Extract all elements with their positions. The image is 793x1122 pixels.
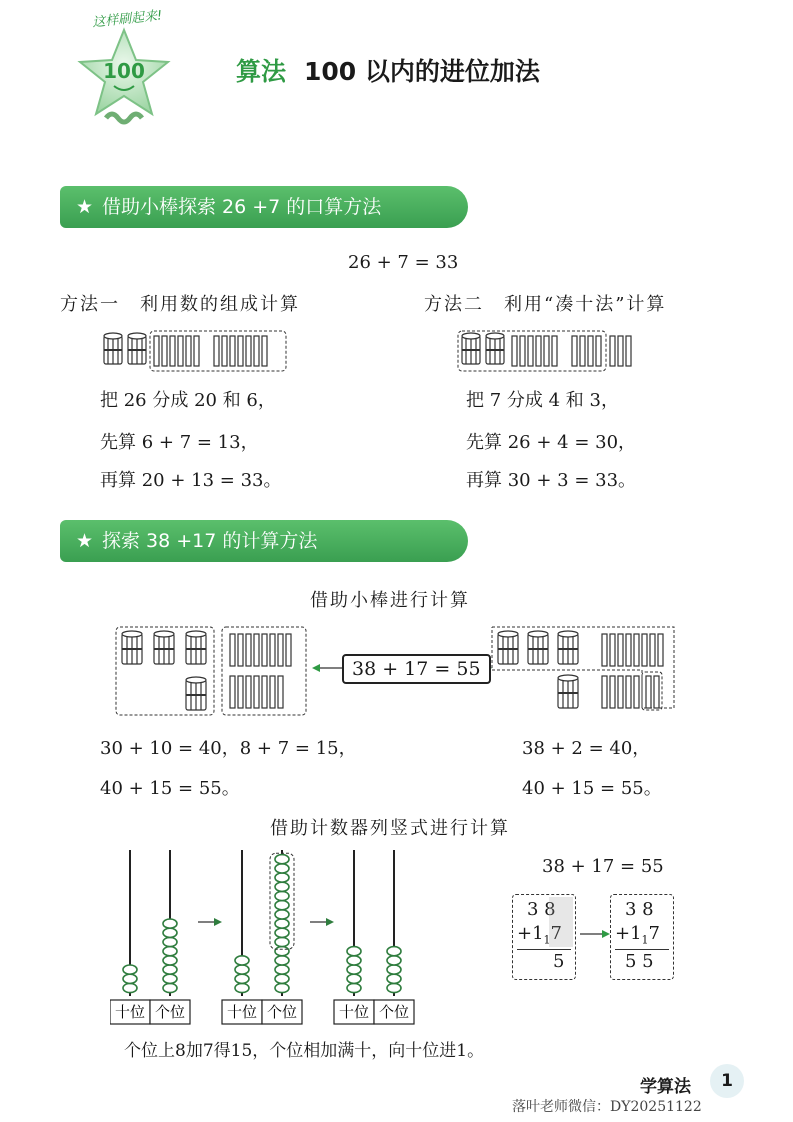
logo-number: 100 xyxy=(103,59,145,83)
page-number: 1 xyxy=(710,1064,744,1098)
abacus-bead xyxy=(163,919,177,928)
page-title xyxy=(236,52,540,88)
left-sticks-illustration xyxy=(114,624,310,720)
method1-line-2: 先算 6 + 7 = 13， xyxy=(100,432,259,453)
banner-text: 探索 38 +17 的计算方法 xyxy=(102,530,318,552)
vertical-right-result: 5 5 xyxy=(625,951,654,972)
abacus-bead xyxy=(123,974,137,983)
abacus-bead xyxy=(235,974,249,983)
method1-title: 方法一 利用数的组成计算 xyxy=(60,294,300,315)
method1-sticks-illustration xyxy=(100,328,290,372)
abacus-bead xyxy=(163,983,177,992)
abacus-bead xyxy=(387,947,401,956)
tens-place-label: 十位 xyxy=(338,1003,370,1021)
ones-place-label: 个位 xyxy=(266,1003,298,1021)
abacus-bead xyxy=(275,919,289,928)
vertical-right-row2: $+1_17$ xyxy=(615,923,660,947)
method1-line-1: 把 26 分成 20 和 6， xyxy=(100,390,276,411)
footer-label: 学算法 xyxy=(640,1077,691,1097)
sticks-heading: 借助小棒进行计算 xyxy=(310,590,470,611)
abacus-bead xyxy=(163,956,177,965)
ones-place-label: 个位 xyxy=(154,1003,186,1021)
center-equation-box: 38 + 17 = 55 xyxy=(342,654,491,684)
vertical-equation: 38 + 17 = 55 xyxy=(542,856,664,877)
abacus-bead xyxy=(347,956,361,965)
abacus-bead xyxy=(347,965,361,974)
abacus-bead xyxy=(347,974,361,983)
banner-text: 借助小棒探索 26 +7 的口算方法 xyxy=(102,196,382,218)
abacus-bead xyxy=(163,965,177,974)
watermark: 落叶老师微信：DY20251122 xyxy=(512,1099,702,1115)
abacus-bead xyxy=(163,928,177,937)
main-equation: 26 + 7 = 33 xyxy=(348,252,459,273)
abacus-bead xyxy=(275,937,289,946)
abacus-bead xyxy=(275,910,289,919)
vertical-calc-right xyxy=(610,894,674,980)
right-sticks-illustration xyxy=(490,624,680,716)
abacus-bead xyxy=(275,928,289,937)
abacus-bead xyxy=(123,983,137,992)
vertical-left-row1: 3 8 xyxy=(527,899,556,920)
abacus-bead xyxy=(275,965,289,974)
abacus-bead xyxy=(387,983,401,992)
abacus-bead xyxy=(275,974,289,983)
abacus-bead xyxy=(275,956,289,965)
left-line-1: 30 + 10 = 40，8 + 7 = 15， xyxy=(100,738,357,759)
method2-sticks-illustration xyxy=(456,328,646,372)
left-line-2: 40 + 15 = 55。 xyxy=(100,778,240,799)
star-icon: ★ xyxy=(76,196,94,218)
abacus-bead xyxy=(387,965,401,974)
method2-line-3: 再算 30 + 3 = 33。 xyxy=(466,470,637,491)
mascot-star-logo xyxy=(74,26,174,138)
abacus-diagram xyxy=(110,846,430,1030)
abacus-heading: 借助计数器列竖式进行计算 xyxy=(270,818,510,839)
title-keyword: 算法 xyxy=(236,57,287,86)
carry-note: 个位上8加7得15，个位相加满十，向十位进1。 xyxy=(124,1041,485,1061)
vertical-right-row1: 3 8 xyxy=(625,899,654,920)
abacus-bead xyxy=(163,947,177,956)
title-text: 100 以内的进位加法 xyxy=(304,57,540,86)
logo-tagline: 这样刷起来! xyxy=(91,8,164,31)
vertical-left-row2: $+1_17$ xyxy=(517,923,562,947)
section-banner-1 xyxy=(60,186,468,228)
abacus-bead xyxy=(235,965,249,974)
method1-line-3: 再算 20 + 13 = 33。 xyxy=(100,470,282,491)
abacus-bead xyxy=(275,882,289,891)
method2-line-2: 先算 26 + 4 = 30， xyxy=(466,432,637,453)
tens-place-label: 十位 xyxy=(114,1003,146,1021)
abacus-bead xyxy=(387,974,401,983)
abacus-bead xyxy=(163,937,177,946)
abacus-bead xyxy=(275,873,289,882)
method2-line-1: 把 7 分成 4 和 3， xyxy=(466,390,619,411)
abacus-bead xyxy=(275,864,289,873)
arrow-head xyxy=(326,918,334,926)
star-icon: ★ xyxy=(76,530,94,552)
abacus-bead xyxy=(275,947,289,956)
abacus-bead xyxy=(387,956,401,965)
tens-place-label: 十位 xyxy=(226,1003,258,1021)
vertical-left-result: 5 xyxy=(553,951,565,972)
abacus-bead xyxy=(347,983,361,992)
abacus-bead xyxy=(275,983,289,992)
abacus-bead xyxy=(163,974,177,983)
abacus-bead xyxy=(275,855,289,864)
ones-place-label: 个位 xyxy=(378,1003,410,1021)
abacus-bead xyxy=(275,901,289,910)
section-banner-2 xyxy=(60,520,468,562)
method2-title: 方法二 利用“凑十法”计算 xyxy=(424,294,667,315)
abacus-bead xyxy=(275,891,289,900)
right-line-1: 38 + 2 = 40， xyxy=(522,738,651,759)
arrow-right-icon xyxy=(580,928,610,940)
abacus-bead xyxy=(123,965,137,974)
abacus-bead xyxy=(235,956,249,965)
right-line-2: 40 + 15 = 55。 xyxy=(522,778,662,799)
vertical-calc-left xyxy=(512,894,576,980)
abacus-bead xyxy=(235,983,249,992)
arrow-head xyxy=(214,918,222,926)
abacus-bead xyxy=(347,947,361,956)
